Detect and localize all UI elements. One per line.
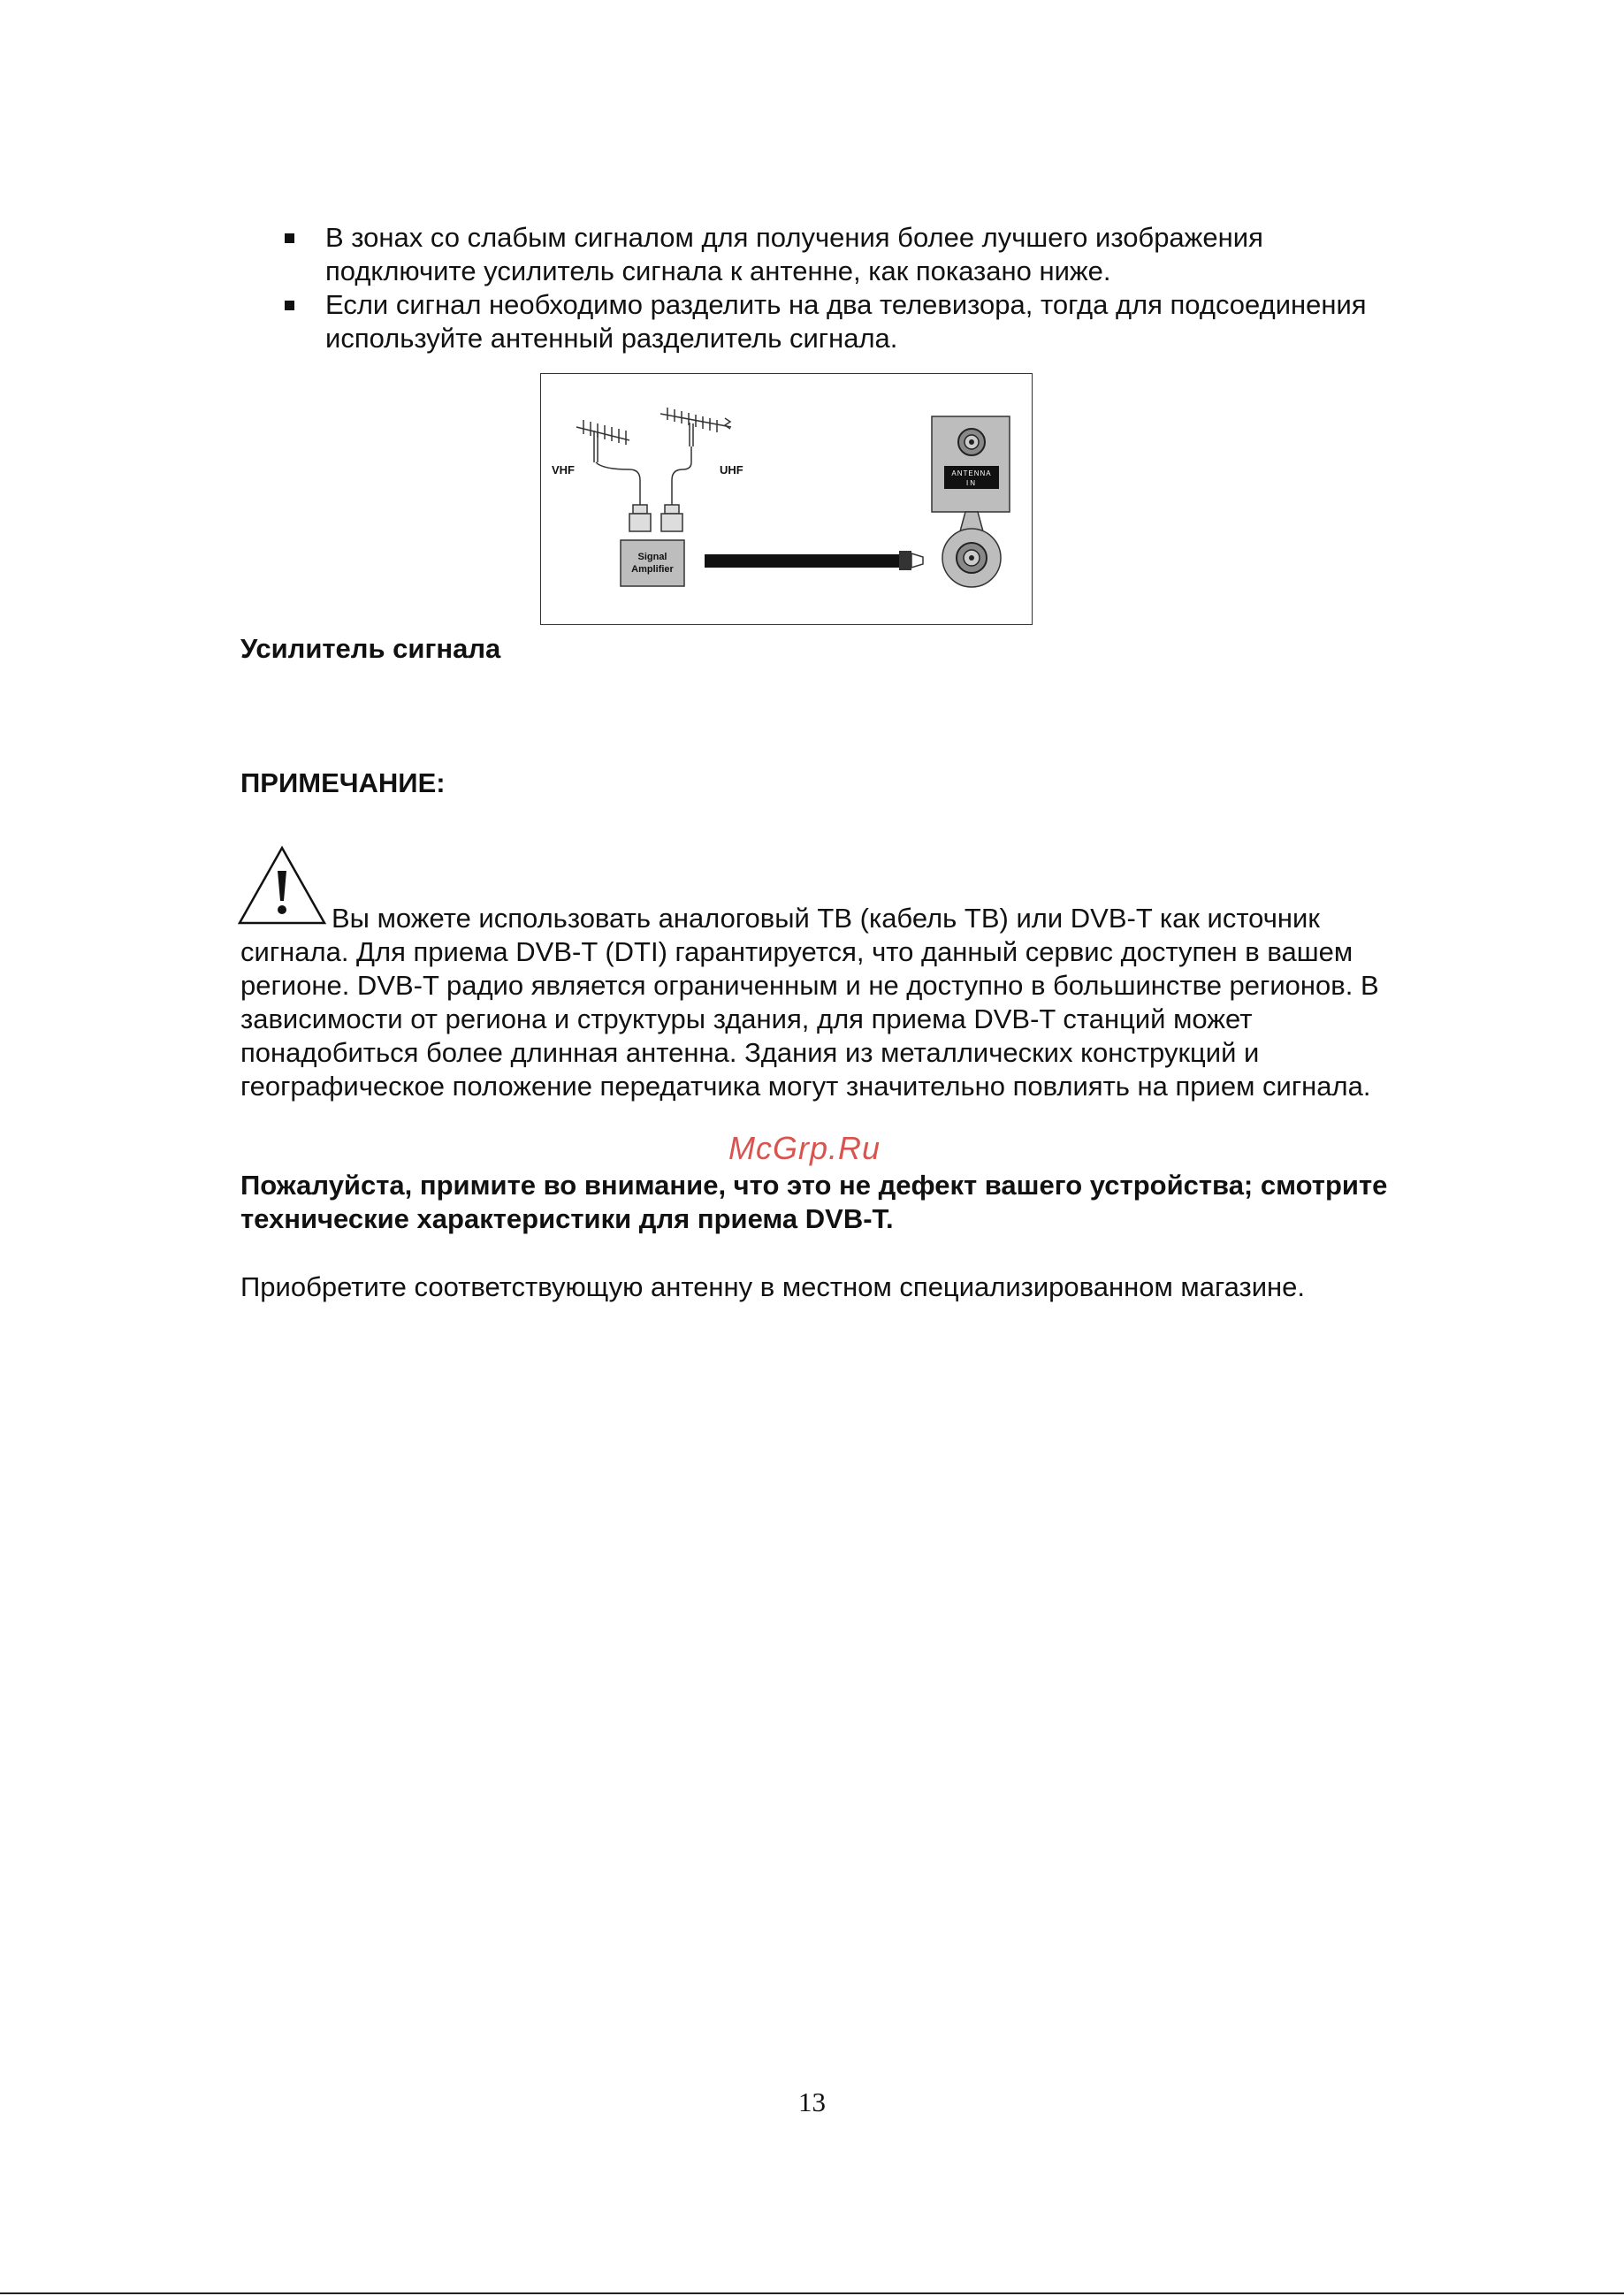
amplifier-label: Signal — [637, 552, 667, 562]
watermark: McGrp.Ru — [728, 1130, 881, 1166]
uhf-label: UHF — [720, 463, 743, 477]
vhf-label: VHF — [552, 463, 575, 477]
antenna-in-label: ANTENNA — [951, 469, 992, 477]
note-heading: ПРИМЕЧАНИЕ: — [240, 767, 446, 798]
antenna-in-panel — [932, 416, 1010, 512]
vhf-antenna-icon — [576, 420, 629, 462]
uhf-antenna-icon — [660, 408, 731, 446]
signal-amplifier-box — [621, 540, 684, 586]
bullet-text: Если сигнал необходимо разделить на два телевизора, тогда для подсоединения используйте антенный разделитель сигнала. — [325, 289, 1367, 354]
page-number: 13 — [798, 2086, 826, 2117]
bullet-item — [240, 221, 1407, 288]
note-body: Вы можете использовать аналоговый ТВ (кабель ТВ) или DVB-T как источник сигнала. Для приема DVB-T (DTI) гарантируется, что данный сервис доступен в вашем регионе. DVB-T радио является ограниченным и не доступно в большинстве регионов. В зависимости от региона и структуры здания, для приема DVB-T станций может понадобиться более длинная антенна. Здания из металлических конструкций и географическое положение передатчика могут значительно повлиять на прием сигнала. — [240, 903, 1379, 1102]
bullet-item — [240, 288, 1407, 355]
bold-note: Пожалуйста, примите во внимание, что это не дефект вашего устройства; смотрите технические характеристики для приема DVB-T. — [240, 1170, 1388, 1234]
bullet-marker — [285, 301, 294, 310]
amplifier-label: Amplifier — [631, 564, 674, 575]
bullet-marker — [285, 233, 294, 243]
connector-icon — [629, 505, 682, 531]
bullet-list — [240, 221, 1407, 355]
antenna-in-label: IN — [966, 479, 977, 487]
purchase-note: Приобретите соответствующую антенну в местном специализированном магазине. — [240, 1271, 1306, 1302]
figure-caption: Усилитель сигнала — [240, 633, 501, 664]
page-bottom-rule — [0, 2292, 1624, 2294]
connector-callout-icon — [942, 512, 1001, 587]
antenna-amplifier-diagram — [540, 373, 1033, 625]
bullet-text: В зонах со слабым сигналом для получения более лучшего изображения подключите усилитель сигнала к антенне, как показано ниже. — [325, 222, 1263, 286]
coaxial-cable — [705, 554, 899, 568]
